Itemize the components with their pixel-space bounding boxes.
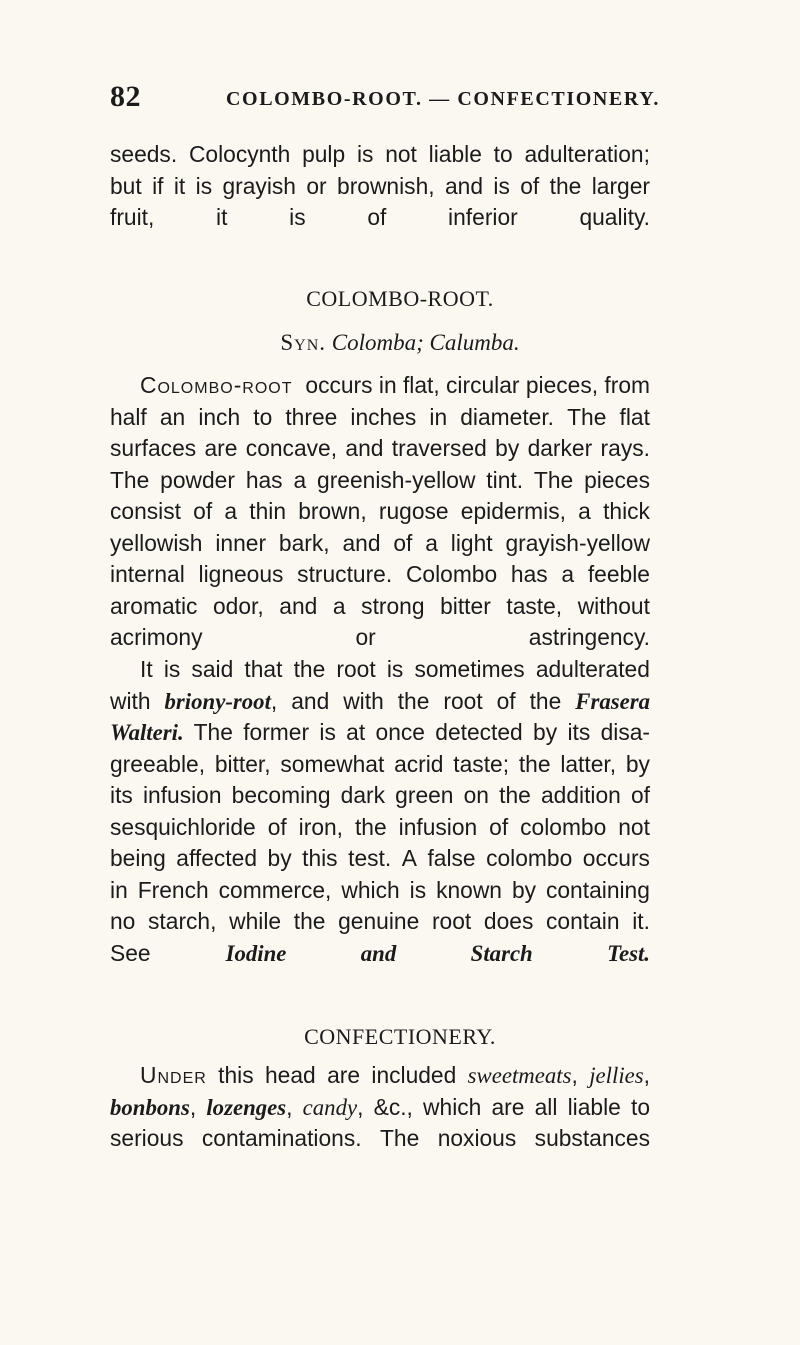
word: infusion [142,782,222,808]
word: a [293,466,307,493]
word: sesquichloride [110,813,256,840]
word: the [354,813,387,840]
word: darker [527,435,593,461]
word: latter, [560,750,617,777]
word: has [510,561,548,587]
word: green [395,782,454,808]
colombo-paragraph-1 [110,370,650,654]
synonym-line [0,330,800,356]
text-line: Under this head are included sweetmeats, jellies, [140,1062,650,1088]
word: in [110,876,128,903]
page-number: 82 [110,80,141,113]
word: of [630,782,650,808]
word: greenish-yellow [317,466,476,493]
text-line [110,591,650,623]
word: has [245,466,283,493]
word: infusion [398,813,478,840]
section-heading-colombo: COLOMBO-ROOT. [306,286,494,311]
running-title: COLOMBO-ROOT. — CONFECTIONERY. [226,88,660,110]
word: that [244,656,283,682]
word: while [229,908,282,934]
word: root [431,908,472,934]
text-line [110,843,650,875]
italic-term: briony-root [164,688,271,714]
word: of [267,813,287,840]
word: test. [348,845,392,871]
word: powder [160,466,235,493]
word: colombo [520,813,607,840]
word: no [110,908,136,934]
word: which [341,876,400,903]
syn-label: Syn. [280,330,327,355]
word: it. [632,908,650,934]
word: the [293,908,326,934]
word: pulp [302,141,346,167]
text-line [110,654,650,686]
text-segment: See [110,939,151,966]
intro-paragraph [110,139,650,234]
word: the [293,656,326,682]
word: a [425,529,438,556]
word: to [493,141,513,167]
word: The [110,466,150,493]
word: by [511,876,537,903]
text-line [110,780,650,812]
word: grayish [222,172,296,199]
word: yellowish [110,529,203,556]
word: substances [534,1125,650,1151]
text-segment: , and with the root of the [270,687,562,714]
word: not [618,813,650,840]
word: inches [350,403,417,430]
italic-term: Walteri. [110,720,184,745]
italic-term: sweetmeats [467,1063,572,1088]
word: by [495,435,520,461]
italic-term: Frasera [575,688,650,714]
word: of [193,498,213,524]
text-line: fruit, it is of inferior quality. [110,204,650,230]
word: half [110,403,147,430]
word: strong [361,592,425,619]
word: a [332,592,346,619]
text-line: acrimony or astringency. [110,624,650,650]
text-line [110,528,650,560]
text-line [110,171,650,203]
confectionery-paragraph [110,1060,650,1155]
section-heading-confectionery: CONFECTIONERY. [304,1024,496,1049]
word: contaminations. [201,1125,362,1151]
word: bark, [278,529,330,556]
word: does [483,908,534,934]
word: brown, [298,498,367,524]
word: pieces [584,466,650,493]
word: by [625,750,650,777]
word: of [393,529,413,556]
word: feeble [587,561,650,587]
word: said [191,656,234,682]
word: three [285,403,338,430]
word: a [224,498,238,524]
syn-value: Colomba; Calumba. [331,330,520,355]
word: epidermis, [460,498,566,524]
text-line [110,906,650,938]
word: concave, [245,435,338,461]
word: somewhat [280,750,385,777]
word: Colombo [405,561,498,587]
word: a [578,498,591,524]
word: is [356,141,374,167]
word: containing [545,876,650,903]
word: if [152,172,164,199]
word: but [110,172,142,199]
word: in [429,403,448,430]
word: the [518,750,551,777]
word: traversed [391,435,487,461]
word: an [159,403,186,430]
word: occurs [582,845,650,871]
word: is [386,656,404,682]
word: The [567,403,607,430]
word: brownish, [337,172,435,199]
word: ligneous [198,561,284,587]
word: false [427,845,476,871]
italic-term: bonbons [110,1094,190,1120]
word: the [499,782,531,808]
word: larger [591,172,650,199]
lead-term: Under [140,1062,207,1088]
word: tint. [486,466,524,493]
word: rays. [600,435,650,461]
word: not [385,141,417,167]
word: liable [428,141,482,167]
text-line [110,749,650,781]
italic-term: Iodine and Starch Test. [225,940,650,966]
word: genuine [338,908,420,934]
word: is [493,172,510,199]
word: addition [540,782,621,808]
word: thin [249,498,287,524]
text-line [110,139,650,171]
word: of [489,813,509,840]
word: flat [619,403,650,430]
word: diameter. [460,403,555,430]
word: internal [110,561,185,587]
word: aromatic [110,592,198,619]
word: becoming [231,782,331,808]
word: and [342,529,381,556]
lead-term: Colombo-root [140,372,293,398]
word: The [533,466,574,493]
word: its [110,782,133,808]
word: grayish-yellow [505,529,650,556]
word: is [163,656,181,682]
word: The [379,1125,420,1151]
word: known [436,876,502,903]
word: adulterated [535,656,650,682]
text-segment: this head are included [218,1062,457,1088]
word: inch [198,403,241,430]
word: starch, [148,908,217,934]
word: A [401,845,417,871]
text-line [110,496,650,528]
word: taste, [506,592,563,619]
word: or [306,172,327,199]
word: sometimes [414,656,525,682]
word: bitter, [214,750,271,777]
text-line [110,875,650,907]
text-line: bonbons, lozenges, candy, &c., which are all liable to [110,1093,651,1120]
word: without [577,592,650,619]
word: contain [546,908,620,934]
word: being [110,845,166,871]
word: this [302,845,338,871]
word: taste; [453,750,510,777]
word: root [336,656,376,682]
text-segment: with [110,687,151,714]
word: by [267,845,292,871]
word: inner [215,529,267,556]
word: is [195,172,213,199]
word: the [549,172,582,199]
word: to [253,403,273,430]
italic-term: candy [302,1094,358,1120]
running-head [110,80,660,120]
word: bitter [440,592,491,619]
word: affected [176,845,257,871]
word: acrid [394,750,444,777]
word: light [450,529,493,556]
word: on [463,782,489,808]
word: and [345,435,384,461]
word: adulteration; [524,141,650,167]
text-line [110,686,650,718]
word: consist [110,498,181,524]
word: It [140,656,153,682]
text-segment: occurs in flat, circular pieces, from [305,372,650,398]
word: noxious [437,1125,517,1151]
text-line [110,433,650,465]
word: of [520,172,540,199]
word: surfaces [110,435,197,461]
word: greeable, [110,750,206,777]
word: odor, [213,592,264,619]
word: structure. [297,561,393,587]
word: Colocynth [188,141,291,167]
text-line [110,402,650,434]
text-segment: The former is at once detected by its disa- [193,719,650,745]
text-line [110,370,650,402]
word: serious [110,1125,184,1151]
word: and [279,592,318,619]
word: dark [340,782,386,808]
word: and [444,172,484,199]
word: French [137,876,209,903]
colombo-paragraph-2 [110,654,650,969]
text-line [110,559,650,591]
word: are [204,435,238,461]
word: thick [603,498,650,524]
word: it [173,172,186,199]
italic-term: lozenges [206,1094,287,1120]
word: commerce, [218,876,332,903]
text-segment: &c., which are all liable to [373,1093,651,1120]
text-line [110,1123,650,1155]
word: iron, [298,813,344,840]
text-line [110,938,650,970]
word: colombo [486,845,573,871]
word: seeds. [110,141,178,167]
word: a [561,561,575,587]
word: is [409,876,427,903]
text-line [110,812,650,844]
word: rugose [378,498,449,524]
text-line [110,717,650,749]
text-line [110,465,650,497]
italic-term: jellies [589,1063,644,1088]
